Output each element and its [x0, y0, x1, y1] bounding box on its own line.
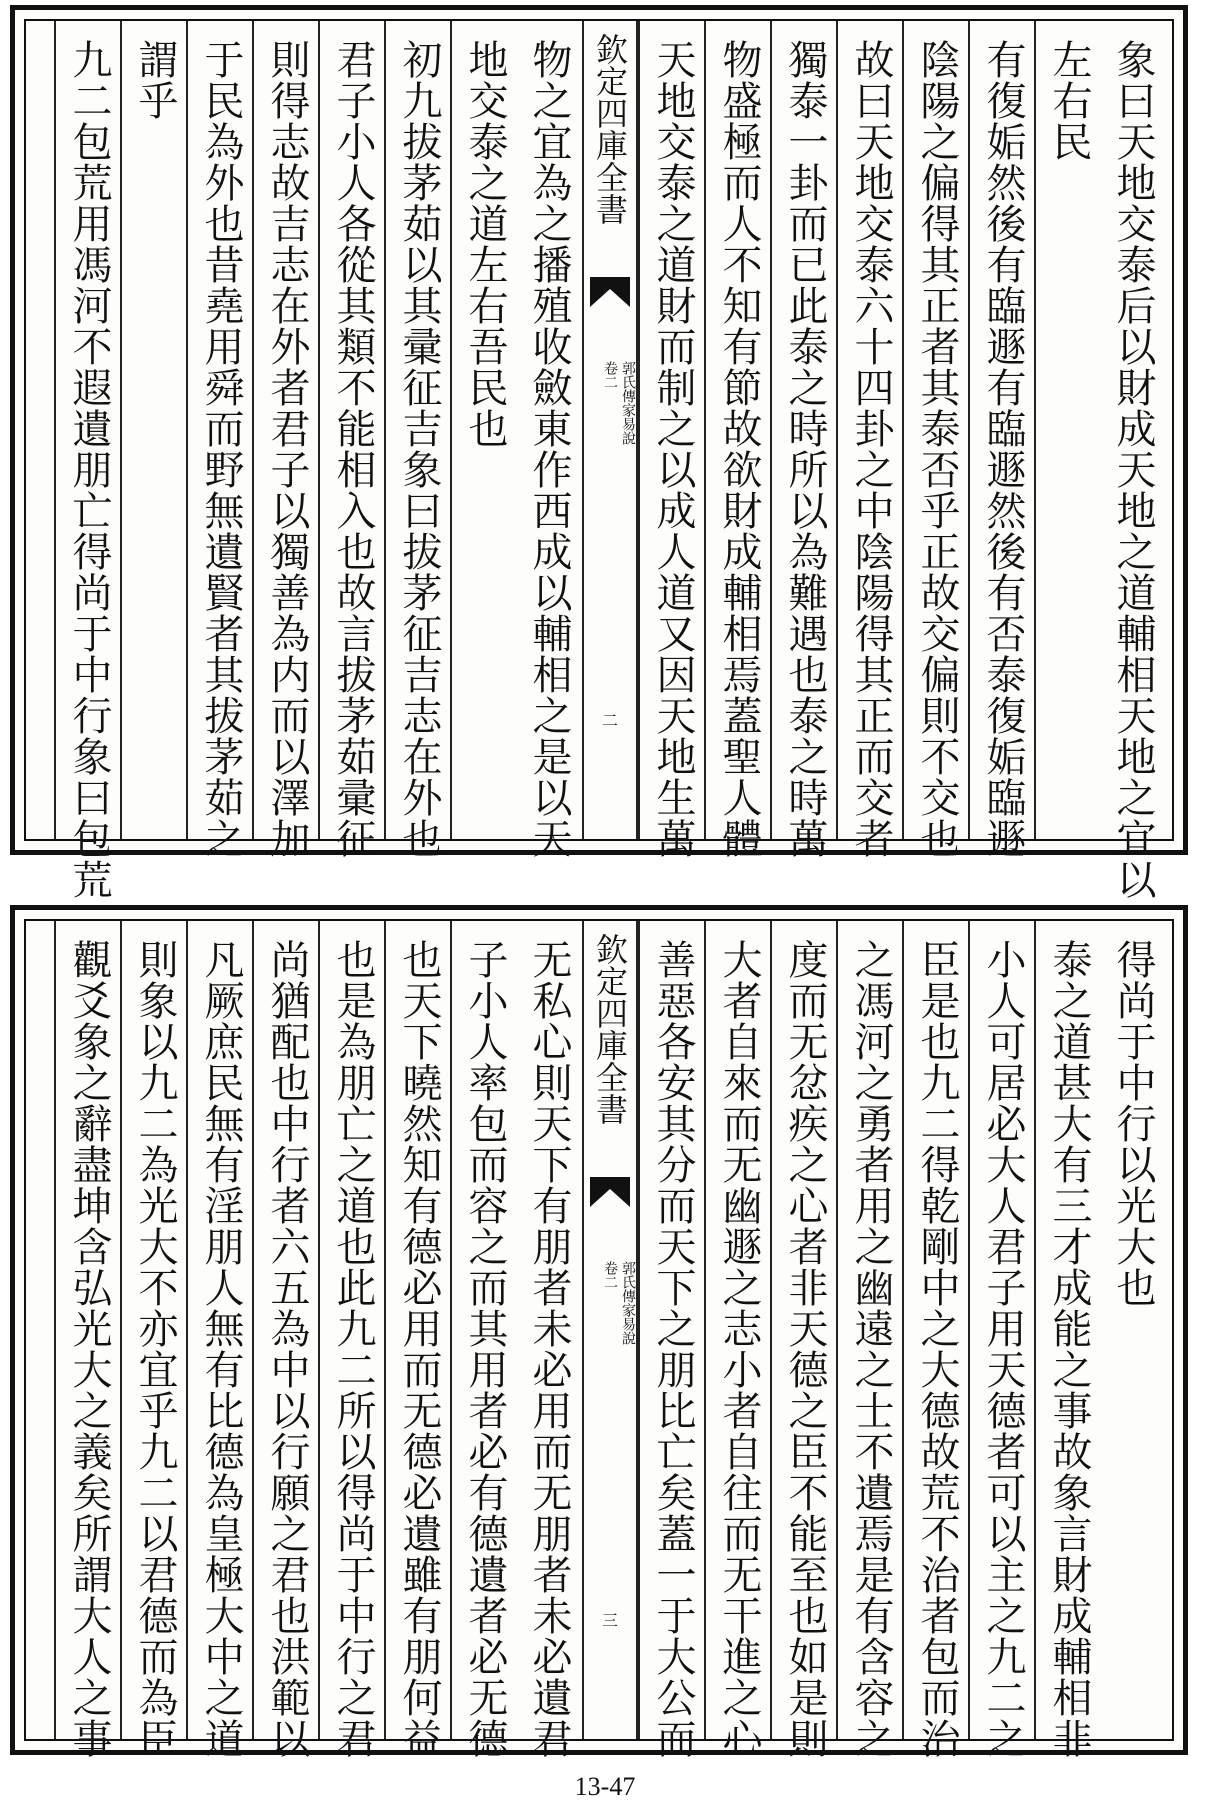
collection-title: 欽定四庫全書 — [591, 33, 629, 225]
text-column: 善惡各安其分而天下之朋比亡矣蓋一于大公而 — [638, 921, 704, 1739]
text-column: 物之宜為之播殖收斂東作西成以輔相之是以天 — [526, 39, 572, 859]
footer-page-number: 13-47 — [574, 1772, 636, 1801]
text-column: 子小人率包而容之而其用者必有德遺者必无德 — [450, 921, 516, 1739]
text-column: 觀爻象之辭盡坤含弘光大之義矣所謂大人之事 — [54, 921, 120, 1739]
text-column: 物盛極而人不知有節故欲財成輔相焉蓋聖人體 — [704, 21, 770, 839]
text-column: 尚猶配也中行者六五為中以行願之君也洪範以 — [252, 921, 318, 1739]
center-fold — [582, 921, 638, 1739]
center-fold — [582, 21, 638, 839]
text-column: 也是為朋亡之道也此九二所以得尚于中行之君 — [318, 921, 384, 1739]
text-column: 得尚于中行以光大也 — [1110, 939, 1156, 1308]
text-column: 之馮河之勇者用之幽遠之士不遺焉是有含容之 — [836, 921, 902, 1739]
text-column: 謂乎 — [120, 21, 186, 839]
text-column: 凡厥庶民無有淫朋人無有比德為皇極大中之道 — [186, 921, 252, 1739]
text-column: 象曰天地交泰后以財成天地之道輔相天地之宜以 — [1110, 39, 1156, 900]
text-column: 則得志故吉志在外者君子以獨善為内而以澤加 — [252, 21, 318, 839]
volume-label: 卷二 — [602, 1261, 618, 1289]
text-column: 天地交泰之道財而制之以成人道又因天地生萬 — [638, 21, 704, 839]
page-number: 二 — [601, 711, 618, 730]
text-column: 初九拔茅茹以其彚征吉象曰拔茅征吉志在外也 — [384, 21, 450, 839]
text-column: 泰之道甚大有三才成能之事故象言財成輔相非 — [1034, 921, 1100, 1739]
text-column: 故曰天地交泰六十四卦之中陰陽得其正而交者 — [836, 21, 902, 839]
text-column: 君子小人各從其類不能相入也故言拔茅茹彚征 — [318, 21, 384, 839]
page-number: 三 — [601, 1611, 618, 1630]
book-title: 郭氏傳家易說 — [620, 361, 636, 445]
text-column: 臣是也九二得乾剛中之大德故荒不治者包而治 — [902, 921, 968, 1739]
text-column: 九二包荒用馮河不遐遺朋亡得尚于中行象曰包荒 — [54, 21, 120, 839]
collection-title: 欽定四庫全書 — [591, 933, 629, 1125]
text-column: 則象以九二為光大不亦宜乎九二以君德而為臣 — [120, 921, 186, 1739]
text-column: 陰陽之偏得其正者其泰否乎正故交偏則不交也 — [902, 21, 968, 839]
text-column: 地交泰之道左右吾民也 — [450, 21, 516, 839]
page-frame — [24, 19, 1174, 900]
volume-label: 卷二 — [602, 361, 618, 389]
text-column: 度而无忿疾之心者非天德之臣不能至也如是則 — [770, 921, 836, 1739]
page-top — [10, 5, 1188, 900]
text-column: 无私心則天下有朋者未必用而无朋者未必遺君 — [526, 939, 572, 1759]
fishtail-mark-icon — [590, 1177, 630, 1207]
page-frame — [24, 919, 1174, 1759]
book-title: 郭氏傳家易說 — [620, 1261, 636, 1345]
text-column: 大者自來而无幽遯之志小者自往而无干進之心 — [704, 921, 770, 1739]
text-column: 于民為外也昔堯用舜而野無遺賢者其拔茅茹之 — [186, 21, 252, 839]
page-bottom — [10, 905, 1188, 1759]
text-column: 有復姤然後有臨遯有臨遯然後有否泰復姤臨遯 — [968, 21, 1034, 839]
text-column: 獨泰一卦而已此泰之時所以為難遇也泰之時萬 — [770, 21, 836, 839]
text-column: 也天下曉然知有德必用而无德必遺雖有朋何益 — [384, 921, 450, 1739]
fishtail-mark-icon — [590, 277, 630, 307]
text-column: 小人可居必大人君子用天德者可以主之九二之 — [968, 921, 1034, 1739]
text-column: 左右民 — [1034, 21, 1100, 839]
